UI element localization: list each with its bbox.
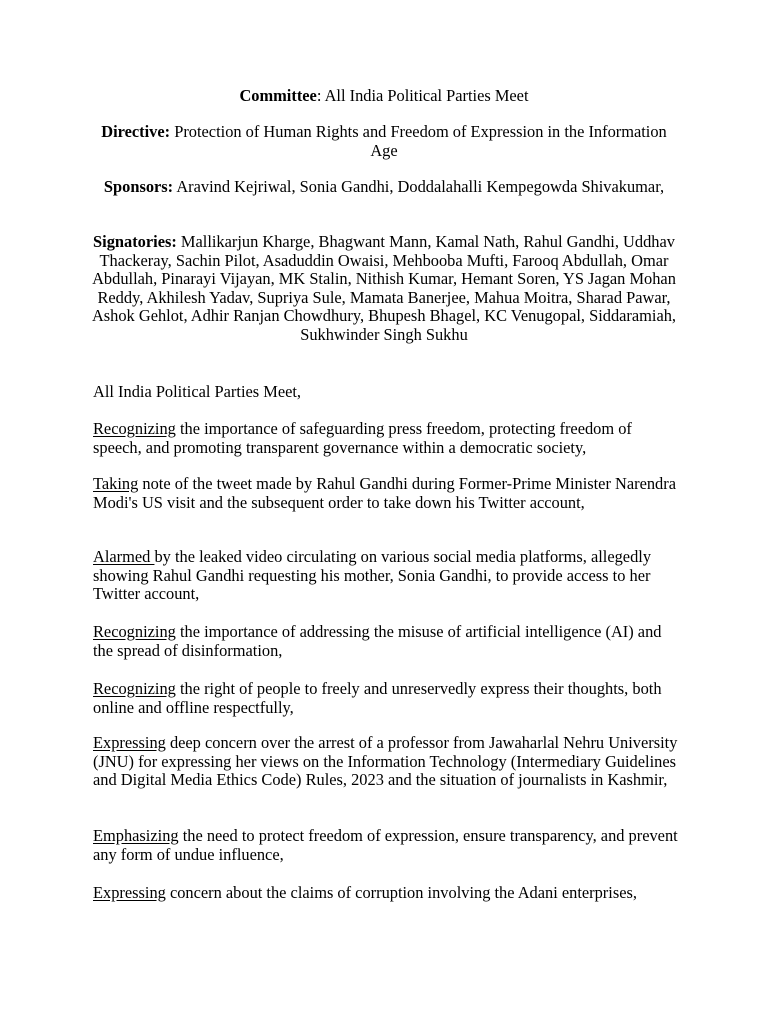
preamble-clause	[93, 548, 678, 604]
clause-keyword: Expressing	[93, 733, 166, 752]
clause-text: the right of people to freely and unreservedly express their thoughts, both online and offline respectfully,	[93, 679, 662, 717]
sponsors-label: Sponsors:	[103, 177, 174, 196]
clause-text: the need to protect freedom of expression, ensure transparency, and prevent any form of undue influence,	[93, 826, 678, 864]
clause-keyword: Recognizing	[93, 679, 176, 698]
clause-text: note of the tweet made by Rahul Gandhi during Former-Prime Minister Narendra Modi's US visit and the subsequent order to take down his Twitter account,	[93, 474, 676, 512]
clause-keyword: Emphasizing	[93, 826, 179, 845]
clause-text: by the leaked video circulating on various social media platforms, allegedly showing Rahul Gandhi requesting his mother, Sonia Gandhi, to provide access to her Twitter account,	[93, 547, 652, 604]
clause-keyword: Taking	[93, 474, 139, 493]
directive-label: Directive:	[101, 122, 171, 141]
opening-line: All India Political Parties Meet,	[93, 382, 302, 401]
clause-keyword: Recognizing	[93, 419, 176, 438]
directive-value: Protection of Human Rights and Freedom of Expression in the Information Age	[170, 122, 667, 160]
committee-line	[90, 87, 678, 106]
clause-keyword: Expressing	[93, 883, 166, 902]
committee-value: : All India Political Parties Meet	[316, 86, 529, 105]
preamble-clause	[93, 420, 678, 457]
preamble-clause	[93, 734, 678, 790]
sponsors-value: Aravind Kejriwal, Sonia Gandhi, Doddalahalli Kempegowda Shivakumar,	[173, 177, 665, 196]
preamble-clause	[93, 623, 678, 660]
preamble-clause	[93, 827, 678, 864]
clause-text: concern about the claims of corruption involving the Adani enterprises,	[165, 883, 637, 902]
clause-text: deep concern over the arrest of a professor from Jawaharlal Nehru University (JNU) for expressing her views on the Information Technology (Intermediary Guidelines and Digital Media Ethics Code) Rules, 2023 and the situation of journalists in Kashmir,	[93, 733, 678, 790]
signatories-value: Mallikarjun Kharge, Bhagwant Mann, Kamal Nath, Rahul Gandhi, Uddhav Thackeray, Sachin Pilot, Asaduddin Owaisi, Mehbooba Mufti, Farooq Abdullah, Omar Abdullah, Pinarayi Vijayan, MK Stalin, Nithish Kumar, Hemant Soren, YS Jagan Mohan Reddy, Akhilesh Yadav, Supriya Sule, Mamata Banerjee, Mahua Moitra, Sharad Pawar, Ashok Gehlot, Adhir Ranjan Chowdhury, Bhupesh Bhagel, KC Venugopal, Siddaramiah, Sukhwinder Singh Sukhu	[91, 232, 677, 344]
signatories-block	[90, 233, 678, 345]
clause-keyword: Recognizing	[93, 622, 176, 641]
clause-text: the importance of addressing the misuse of artificial intelligence (AI) and the spread of disinformation,	[93, 622, 662, 660]
clause-keyword: Alarmed	[93, 547, 155, 566]
preamble-clause	[93, 475, 678, 512]
signatories-label: Signatories:	[93, 232, 177, 251]
clause-text: the importance of safeguarding press freedom, protecting freedom of speech, and promoting transparent governance within a democratic society,	[93, 419, 632, 457]
directive-line	[90, 123, 678, 160]
preamble-clause	[93, 884, 678, 903]
sponsors-line	[90, 178, 678, 197]
committee-label: Committee	[239, 86, 317, 105]
preamble-clause	[93, 680, 678, 717]
